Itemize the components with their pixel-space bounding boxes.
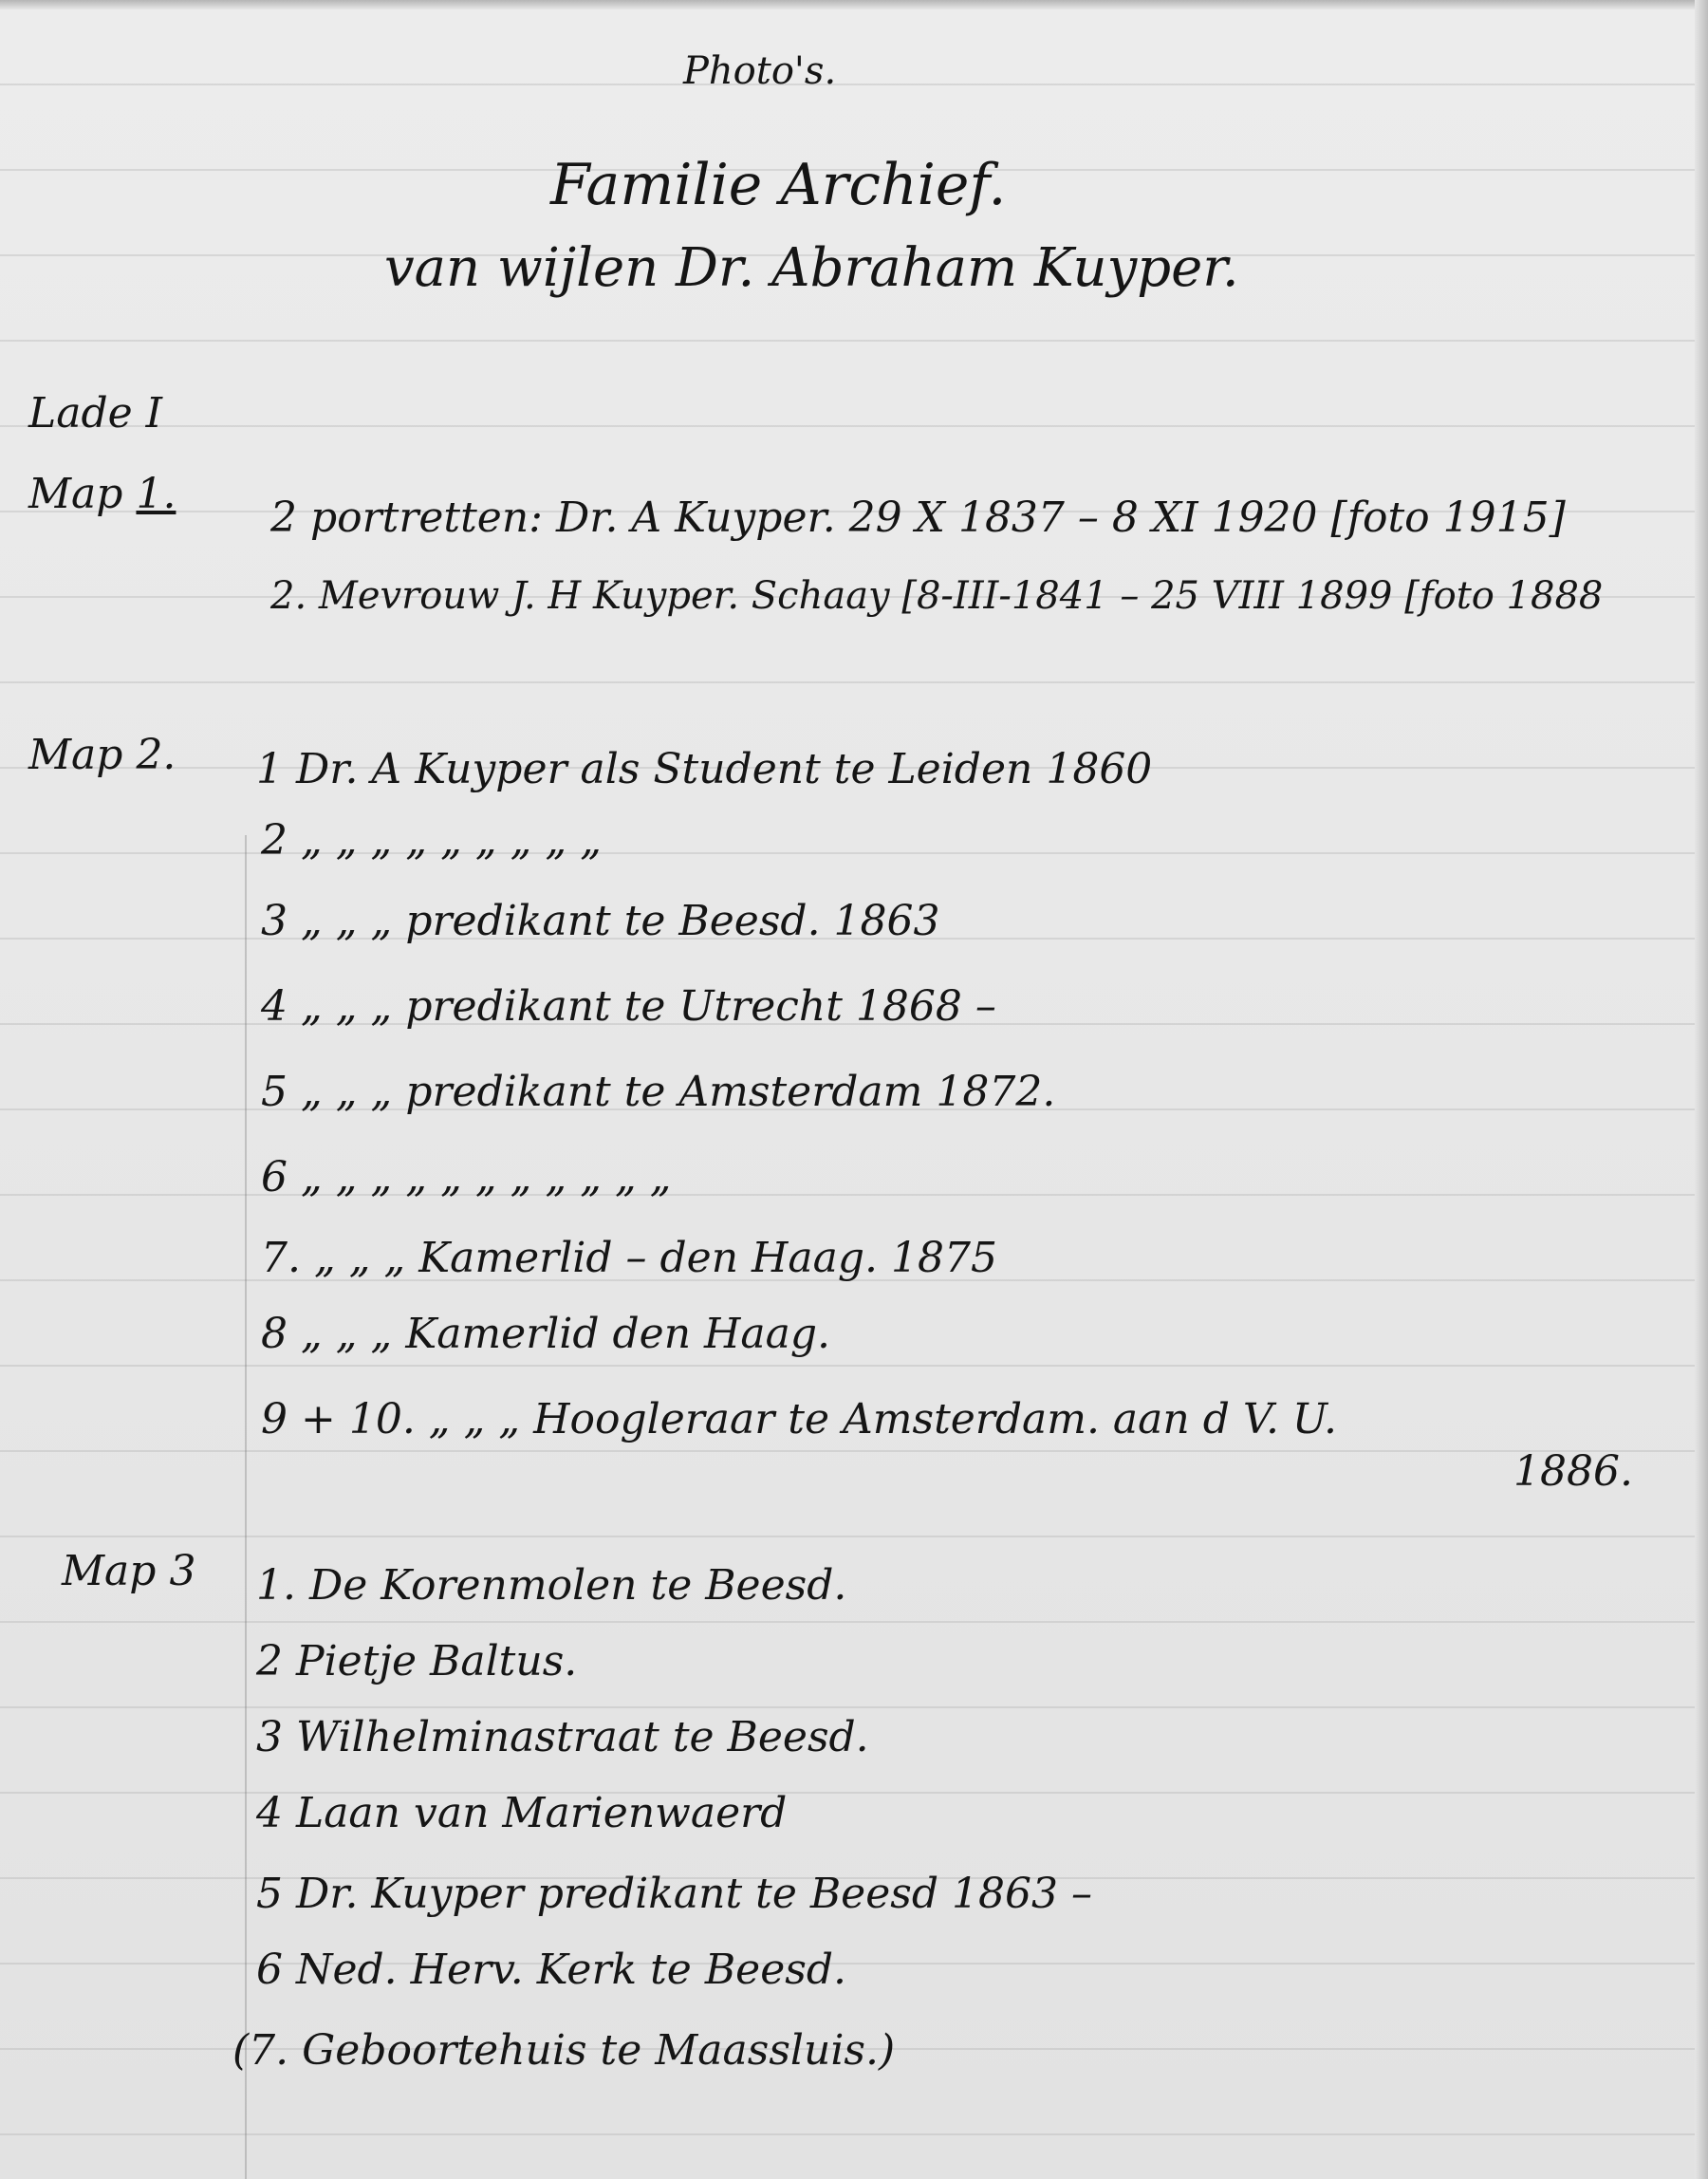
- page-subtitle: van wijlen Dr. Abraham Kuyper.: [384, 237, 1239, 299]
- map-2-entry-9: 9 + 10. „ „ „ Hoogleraar te Amsterdam. aan d V. U.: [261, 1395, 1337, 1443]
- map-3-entry-2: 2 Pietje Baltus.: [256, 1637, 578, 1685]
- map-2-entry-3: 3 „ „ „ predikant te Beesd. 1863: [261, 897, 940, 945]
- photos-note: Photo's.: [683, 49, 837, 93]
- map-2-entry-6: 6 „ „ „ „ „ „ „ „ „ „ „: [261, 1153, 672, 1201]
- map-1-number: 1.: [136, 470, 176, 518]
- map-3-entry-6: 6 Ned. Herv. Kerk te Beesd.: [256, 1946, 846, 1994]
- map-3-entry-1: 1. De Korenmolen te Beesd.: [256, 1561, 847, 1610]
- map-3-entry-4: 4 Laan van Marienwaerd: [256, 1789, 788, 1837]
- map-1-entry-1: 2 portretten: Dr. A Kuyper. 29 X 1837 – 8 XI 1920 [foto 1915]: [270, 494, 1566, 542]
- page-right-edge: [1695, 0, 1708, 2179]
- map-1-entry-2: 2. Mevrouw J. H Kuyper. Schaay [8-III-1841 – 25 VIII 1899 [foto 1888: [270, 574, 1604, 618]
- map-3-entry-7: (7. Geboortehuis te Maassluis.): [232, 2026, 896, 2075]
- map-2-entry-5: 5 „ „ „ predikant te Amsterdam 1872.: [261, 1068, 1056, 1116]
- map-2-entry-8: 8 „ „ „ Kamerlid den Haag.: [261, 1310, 831, 1358]
- map-3-label: Map 3: [62, 1547, 196, 1595]
- map-3-entry-5: 5 Dr. Kuyper predikant te Beesd 1863 –: [256, 1870, 1092, 1918]
- map-2-entry-9-year: 1886.: [1513, 1447, 1633, 1496]
- map-2-entry-2: 2 „ „ „ „ „ „ „ „ „: [261, 816, 603, 865]
- margin-rule: [245, 835, 247, 2179]
- map-1-label: [28, 470, 176, 518]
- map-2-label: Map 2.: [28, 731, 176, 779]
- map-1-word: Map: [28, 470, 123, 518]
- map-2-entry-4: 4 „ „ „ predikant te Utrecht 1868 –: [261, 982, 996, 1031]
- page-title: Familie Archief.: [550, 152, 1007, 218]
- drawer-label: Lade I: [28, 389, 163, 438]
- map-2-entry-7: 7. „ „ „ Kamerlid – den Haag. 1875: [261, 1234, 997, 1282]
- map-2-entry-1: 1 Dr. A Kuyper als Student te Leiden 1860: [256, 745, 1153, 793]
- page-top-edge: [0, 0, 1708, 9]
- map-3-entry-3: 3 Wilhelminastraat te Beesd.: [256, 1713, 869, 1761]
